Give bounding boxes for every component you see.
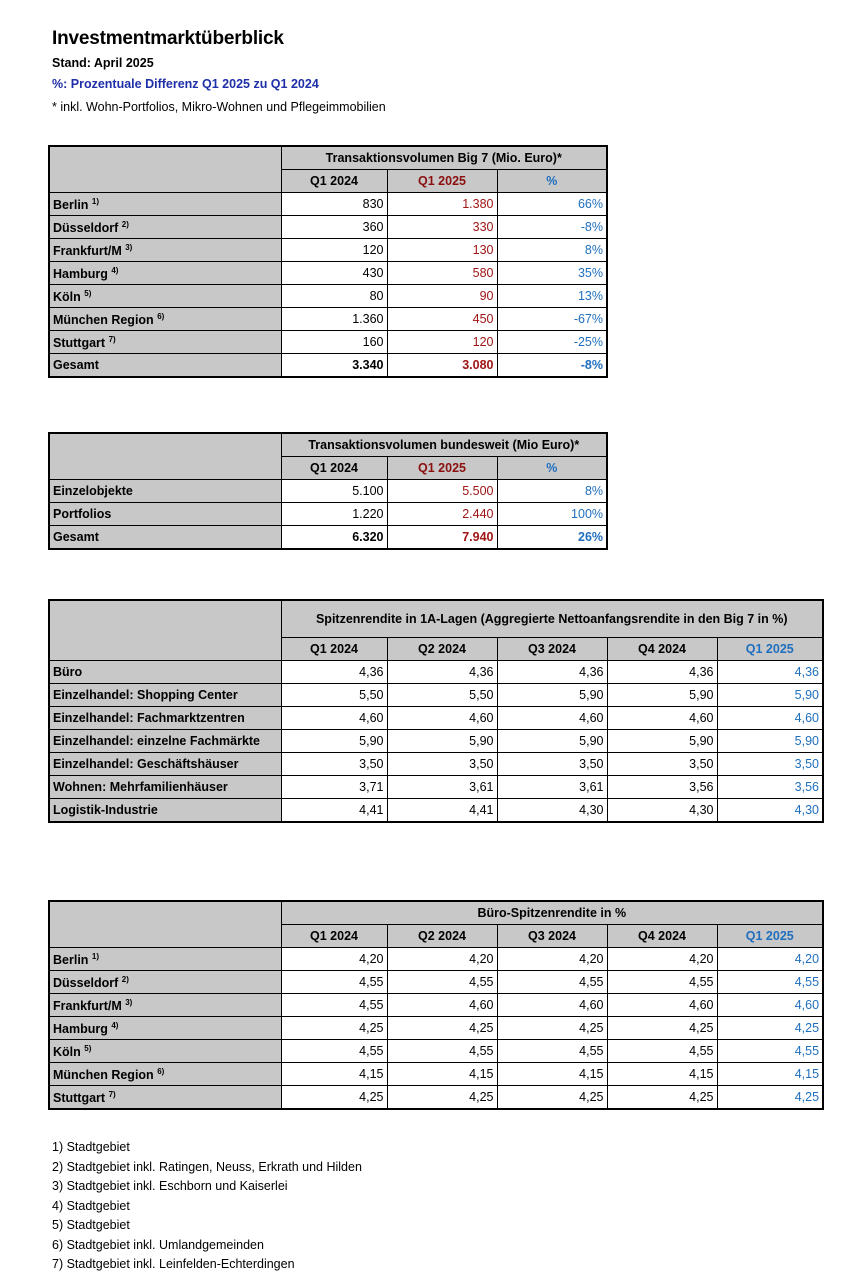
table-row	[49, 799, 823, 823]
page-title: Investmentmarktüberblick	[52, 28, 284, 49]
row-label	[49, 354, 281, 378]
table-title: Transaktionsvolumen bundesweit (Mio Euro)*	[281, 433, 607, 457]
footnote: 5) Stadtgebiet	[52, 1218, 130, 1232]
row-label-text: Portfolios	[53, 507, 112, 521]
value-pct: 100%	[497, 503, 607, 526]
col-header: Q1 2025	[717, 925, 823, 948]
value-cell: 4,55	[281, 1040, 387, 1063]
value-q1-2025: 330	[387, 216, 497, 239]
col-header: Q1 2024	[281, 638, 387, 661]
value-q1-2024: 360	[281, 216, 387, 239]
table-row	[49, 480, 607, 503]
value-cell: 3,56	[607, 776, 717, 799]
value-cell: 4,30	[717, 799, 823, 823]
row-label-text: Wohnen: Mehrfamilienhäuser	[53, 780, 228, 794]
table-row	[49, 684, 823, 707]
footnote-ref: 4)	[111, 1020, 119, 1030]
row-label	[49, 285, 281, 308]
table-spitzenrendite	[48, 599, 824, 823]
value-cell: 5,90	[717, 730, 823, 753]
value-cell: 4,15	[717, 1063, 823, 1086]
value-cell: 3,50	[387, 753, 497, 776]
table-row	[49, 948, 823, 971]
value-cell: 4,25	[717, 1017, 823, 1040]
value-q1-2024: 80	[281, 285, 387, 308]
col-header: Q2 2024	[387, 925, 497, 948]
table-title: Büro-Spitzenrendite in %	[281, 901, 823, 925]
table-corner	[49, 901, 281, 948]
row-label	[49, 1086, 281, 1110]
table-row	[49, 285, 607, 308]
value-cell: 4,55	[281, 994, 387, 1017]
value-cell: 4,41	[387, 799, 497, 823]
value-cell: 4,15	[281, 1063, 387, 1086]
value-cell: 4,15	[607, 1063, 717, 1086]
value-cell: 4,25	[387, 1086, 497, 1110]
footnote-ref: 4)	[111, 265, 119, 275]
col-header: Q4 2024	[607, 925, 717, 948]
row-label-text: Berlin	[53, 952, 89, 967]
value-cell: 3,50	[497, 753, 607, 776]
incl-note: * inkl. Wohn-Portfolios, Mikro-Wohnen und Pflegeimmobilien	[52, 100, 386, 114]
row-label	[49, 730, 281, 753]
table-row	[49, 503, 607, 526]
value-pct: 8%	[497, 480, 607, 503]
value-cell: 5,50	[387, 684, 497, 707]
table-row	[49, 707, 823, 730]
value-cell: 4,30	[497, 799, 607, 823]
row-label	[49, 526, 281, 550]
total-q1-2025: 3.080	[387, 354, 497, 378]
value-q1-2025: 5.500	[387, 480, 497, 503]
value-cell: 4,25	[607, 1086, 717, 1110]
footnote-ref: 3)	[125, 242, 133, 252]
footnote: 4) Stadtgebiet	[52, 1198, 130, 1213]
footnote-ref: 6)	[157, 311, 165, 321]
col-header: Q3 2024	[497, 638, 607, 661]
col-header: Q4 2024	[607, 638, 717, 661]
value-cell: 4,60	[497, 707, 607, 730]
value-cell: 4,25	[607, 1017, 717, 1040]
value-cell: 4,55	[497, 1040, 607, 1063]
value-q1-2024: 1.220	[281, 503, 387, 526]
value-cell: 4,20	[387, 948, 497, 971]
table-title: Transaktionsvolumen Big 7 (Mio. Euro)*	[281, 146, 607, 170]
col-header: Q1 2024	[281, 925, 387, 948]
footnote: 3) Stadtgebiet inkl. Eschborn und Kaiserlei	[52, 1179, 288, 1193]
col-header: Q2 2024	[387, 638, 497, 661]
total-q1-2024: 3.340	[281, 354, 387, 378]
total-q1-2025: 7.940	[387, 526, 497, 550]
value-q1-2025: 90	[387, 285, 497, 308]
table-row	[49, 262, 607, 285]
value-cell: 4,20	[497, 948, 607, 971]
row-label-text: Gesamt	[53, 358, 99, 372]
row-label-text: Frankfurt/M	[53, 998, 122, 1013]
row-label-text: Büro	[53, 665, 83, 679]
row-label-text: Köln	[53, 1044, 81, 1059]
value-cell: 4,36	[717, 661, 823, 684]
value-cell: 4,60	[497, 994, 607, 1017]
value-pct: 13%	[497, 285, 607, 308]
value-cell: 3,56	[717, 776, 823, 799]
value-cell: 3,50	[607, 753, 717, 776]
footnote-ref: 1)	[91, 951, 100, 961]
table-corner	[49, 600, 281, 661]
value-q1-2025: 580	[387, 262, 497, 285]
value-cell: 4,36	[387, 661, 497, 684]
total-pct: 26%	[497, 526, 607, 550]
footnote: 1) Stadtgebiet	[52, 1140, 130, 1154]
value-cell: 4,36	[607, 661, 717, 684]
row-label	[49, 948, 281, 971]
col-header: Q1 2024	[281, 170, 387, 193]
row-label-text: Einzelobjekte	[53, 484, 133, 498]
value-cell: 4,60	[717, 707, 823, 730]
footnote: 2) Stadtgebiet inkl. Ratingen, Neuss, Erkrath und Hilden	[52, 1159, 362, 1174]
value-cell: 4,55	[387, 971, 497, 994]
value-cell: 5,90	[607, 684, 717, 707]
row-label-text: Stuttgart	[53, 1090, 106, 1105]
footnote-ref: 3)	[125, 997, 133, 1007]
value-cell: 4,55	[717, 1040, 823, 1063]
table-row	[49, 239, 607, 262]
row-label-text: Stuttgart	[53, 335, 106, 350]
value-cell: 5,90	[387, 730, 497, 753]
value-cell: 4,60	[717, 994, 823, 1017]
footnote-ref: 2)	[121, 219, 129, 229]
value-cell: 4,55	[497, 971, 607, 994]
row-label-text: Einzelhandel: Fachmarktzentren	[53, 711, 245, 725]
row-label-text: Düsseldorf	[53, 975, 119, 990]
value-cell: 4,20	[717, 948, 823, 971]
value-cell: 4,36	[281, 661, 387, 684]
footnote-ref: 7)	[108, 334, 116, 344]
row-label	[49, 1063, 281, 1086]
value-pct: -67%	[497, 308, 607, 331]
row-label	[49, 971, 281, 994]
row-label-text: Einzelhandel: einzelne Fachmärkte	[53, 734, 261, 748]
row-label-text: Frankfurt/M	[53, 243, 122, 258]
value-cell: 4,55	[607, 1040, 717, 1063]
col-header: Q1 2024	[281, 457, 387, 480]
value-pct: 66%	[497, 193, 607, 216]
value-q1-2024: 1.360	[281, 308, 387, 331]
value-cell: 4,60	[607, 707, 717, 730]
value-q1-2024: 430	[281, 262, 387, 285]
row-label	[49, 331, 281, 354]
row-label	[49, 776, 281, 799]
value-cell: 3,50	[717, 753, 823, 776]
row-label	[49, 753, 281, 776]
col-header: Q1 2025	[387, 170, 497, 193]
table-row	[49, 971, 823, 994]
row-label-text: Einzelhandel: Shopping Center	[53, 688, 238, 702]
col-header: %	[497, 170, 607, 193]
value-cell: 4,25	[387, 1017, 497, 1040]
row-label-text: Logistik-Industrie	[53, 803, 158, 817]
value-cell: 5,90	[281, 730, 387, 753]
table-title: Spitzenrendite in 1A-Lagen (Aggregierte Nettoanfangsrendite in den Big 7 in %)	[281, 600, 823, 638]
footnote-ref: 2)	[121, 974, 129, 984]
value-cell: 5,90	[497, 684, 607, 707]
total-row	[49, 354, 607, 378]
row-label	[49, 1040, 281, 1063]
value-cell: 4,55	[387, 1040, 497, 1063]
value-cell: 4,25	[717, 1086, 823, 1110]
row-label	[49, 684, 281, 707]
diff-note: %: Prozentuale Differenz Q1 2025 zu Q1 2024	[52, 77, 319, 91]
value-cell: 4,60	[387, 707, 497, 730]
footnote-ref: 5)	[84, 1043, 92, 1053]
row-label-text: München Region	[53, 312, 154, 327]
row-label-text: Köln	[53, 289, 81, 304]
row-label	[49, 480, 281, 503]
value-cell: 3,61	[387, 776, 497, 799]
value-q1-2025: 130	[387, 239, 497, 262]
table-corner	[49, 146, 281, 193]
table-row	[49, 308, 607, 331]
value-q1-2025: 1.380	[387, 193, 497, 216]
row-label	[49, 216, 281, 239]
value-cell: 4,25	[497, 1017, 607, 1040]
value-cell: 4,15	[387, 1063, 497, 1086]
value-cell: 4,15	[497, 1063, 607, 1086]
table-corner	[49, 433, 281, 480]
table-row	[49, 730, 823, 753]
col-header: %	[497, 457, 607, 480]
table-row	[49, 193, 607, 216]
row-label-text: Gesamt	[53, 530, 99, 544]
value-cell: 4,55	[607, 971, 717, 994]
row-label	[49, 799, 281, 823]
row-label-text: Berlin	[53, 197, 89, 212]
value-cell: 5,50	[281, 684, 387, 707]
row-label	[49, 239, 281, 262]
total-row	[49, 526, 607, 550]
footnote-ref: 7)	[108, 1089, 116, 1099]
row-label-text: Einzelhandel: Geschäftshäuser	[53, 757, 239, 771]
value-pct: 35%	[497, 262, 607, 285]
value-q1-2025: 2.440	[387, 503, 497, 526]
table-row	[49, 1063, 823, 1086]
value-cell: 4,60	[387, 994, 497, 1017]
total-pct: -8%	[497, 354, 607, 378]
table-row	[49, 776, 823, 799]
value-cell: 4,41	[281, 799, 387, 823]
value-cell: 3,50	[281, 753, 387, 776]
value-q1-2024: 5.100	[281, 480, 387, 503]
value-cell: 4,25	[281, 1017, 387, 1040]
value-cell: 4,25	[281, 1086, 387, 1110]
table-row	[49, 1040, 823, 1063]
value-cell: 3,61	[497, 776, 607, 799]
value-pct: -8%	[497, 216, 607, 239]
table-row	[49, 1086, 823, 1110]
row-label	[49, 308, 281, 331]
value-cell: 4,55	[281, 971, 387, 994]
value-cell: 5,90	[497, 730, 607, 753]
value-cell: 4,30	[607, 799, 717, 823]
value-cell: 4,36	[497, 661, 607, 684]
row-label-text: Düsseldorf	[53, 220, 119, 235]
value-cell: 3,71	[281, 776, 387, 799]
value-cell: 4,60	[607, 994, 717, 1017]
row-label-text: Hamburg	[53, 266, 108, 281]
document-header	[52, 28, 386, 114]
row-label	[49, 262, 281, 285]
value-q1-2024: 830	[281, 193, 387, 216]
row-label-text: Hamburg	[53, 1021, 108, 1036]
value-cell: 4,20	[281, 948, 387, 971]
footnote: 7) Stadtgebiet inkl. Leinfelden-Echterdingen	[52, 1257, 295, 1271]
value-cell: 4,60	[281, 707, 387, 730]
col-header: Q1 2025	[717, 638, 823, 661]
value-pct: -25%	[497, 331, 607, 354]
row-label	[49, 707, 281, 730]
footnote-ref: 1)	[91, 196, 100, 206]
row-label	[49, 193, 281, 216]
stand-date: Stand: April 2025	[52, 56, 154, 70]
value-cell: 5,90	[717, 684, 823, 707]
footnotes	[52, 1138, 362, 1275]
value-q1-2024: 120	[281, 239, 387, 262]
row-label	[49, 994, 281, 1017]
total-q1-2024: 6.320	[281, 526, 387, 550]
table-row	[49, 1017, 823, 1040]
footnote: 6) Stadtgebiet inkl. Umlandgemeinden	[52, 1237, 264, 1252]
table-row	[49, 753, 823, 776]
table-big7	[48, 145, 608, 378]
footnote-ref: 5)	[84, 288, 92, 298]
table-row	[49, 331, 607, 354]
value-q1-2025: 450	[387, 308, 497, 331]
table-row	[49, 994, 823, 1017]
value-cell: 4,55	[717, 971, 823, 994]
value-pct: 8%	[497, 239, 607, 262]
value-cell: 4,25	[497, 1086, 607, 1110]
row-label	[49, 1017, 281, 1040]
row-label	[49, 661, 281, 684]
footnote-ref: 6)	[157, 1066, 165, 1076]
value-cell: 5,90	[607, 730, 717, 753]
value-q1-2025: 120	[387, 331, 497, 354]
value-cell: 4,20	[607, 948, 717, 971]
col-header: Q1 2025	[387, 457, 497, 480]
table-row	[49, 216, 607, 239]
table-bundesweit	[48, 432, 608, 550]
value-q1-2024: 160	[281, 331, 387, 354]
col-header: Q3 2024	[497, 925, 607, 948]
table-row	[49, 661, 823, 684]
table-buero-spitzenrendite	[48, 900, 824, 1110]
row-label	[49, 503, 281, 526]
row-label-text: München Region	[53, 1067, 154, 1082]
